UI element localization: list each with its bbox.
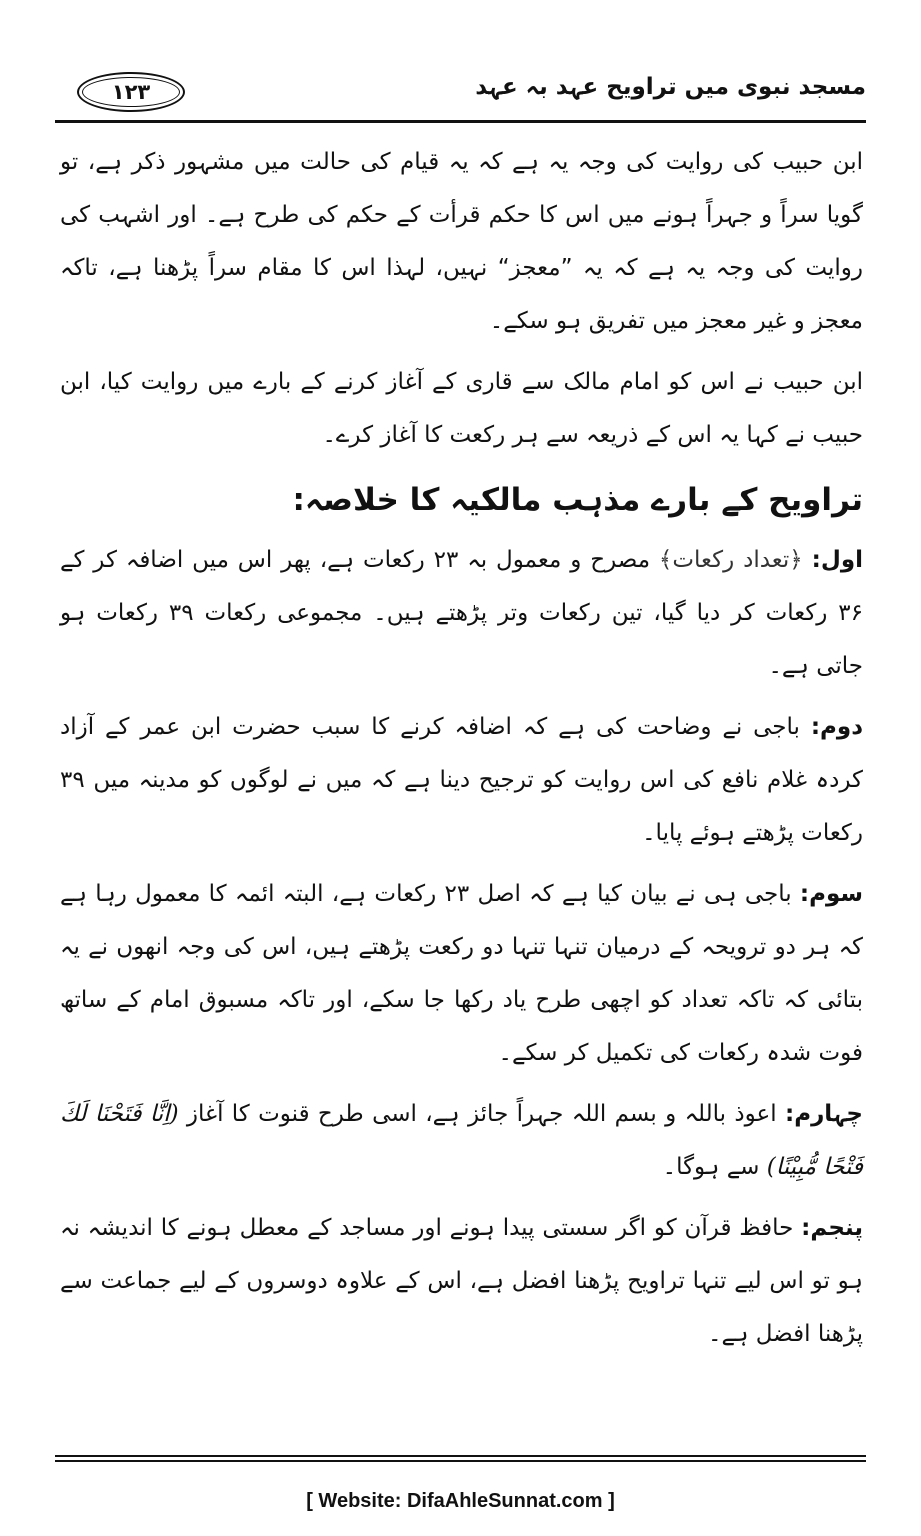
point-third: [60, 868, 863, 1080]
paragraph-ibn-habib-reason: ابن حبیب کی روایت کی وجہ یہ ہے کہ یہ قیام کی حالت میں مشہور ذکر ہے، تو گویا سراً و جہراً ہونے میں اس کا حکم قرأت کے حکم کی طرح ہے۔ اور اشہب کی روایت کی وجہ یہ ہے کہ یہ ”معجز“ نہیں، لہذا اس کا مقام سراً پڑھنا ہے، تاکہ معجز و غیر معجز میں تفریق ہو سکے۔: [60, 149, 863, 334]
quranic-verse: (اِنَّا فَتَحْنَا لَكَ فَتْحًا مُّبِيْنًا): [60, 1101, 863, 1180]
paragraph-ibn-habib-narration: ابن حبیب نے اس کو امام مالک سے قاری کے آغاز کرنے کے بارے میں روایت کیا، ابن حبیب نے کہا یہ اس کے ذریعہ سے ہر رکعت کا آغاز کرے۔: [60, 369, 863, 448]
point-second-text: باجی نے وضاحت کی ہے کہ اضافہ کرنے کا سبب حضرت ابن عمر کے آزاد کردہ غلام نافع کی اس روایت کو ترجیح دینا ہے کہ میں نے لوگوں کو مدینہ میں ۳۹ رکعات پڑھتے ہوئے پایا۔: [60, 714, 863, 846]
page-body: [60, 136, 863, 1369]
section-heading: تراویح کے بارے مذہب مالکیہ کا خلاصہ:: [292, 482, 863, 518]
point-fourth-lead: چہارم:: [785, 1101, 863, 1127]
footer-divider-upper: [55, 1455, 866, 1457]
footer-divider-lower: [55, 1460, 866, 1462]
point-third-text: باجی ہی نے بیان کیا ہے کہ اصل ۲۳ رکعات ہے، البتہ ائمہ کا معمول رہا ہے کہ ہر دو ترویحہ کے درمیان تنہا تنہا دو رکعت پڑھتے ہیں، اس کی وجہ انھوں نے یہ بتائی کہ تاکہ تعداد کو اچھی طرح یاد رکھا جا سکے، اور تاکہ مسبوق امام کے ساتھ فوت شدہ رکعات کی تکمیل کر سکے۔: [60, 881, 863, 1066]
point-first: [60, 534, 863, 693]
page-header: [55, 68, 866, 120]
point-first-text: مصرح و معمول بہ ۲۳ رکعات ہے، پھر اس میں اضافہ کر کے ۳۶ رکعات کر دیا گیا، تین رکعات وتر پڑھتے ہیں۔ مجموعی رکعات ۳۹ رکعات ہو جاتی ہے۔: [60, 547, 863, 679]
page-number-badge: [77, 72, 185, 112]
point-fifth-lead: پنجم:: [801, 1215, 863, 1241]
point-first-bracketed: ﴿تعداد رکعات﴾: [658, 547, 803, 573]
point-fourth-text-after: سے ہوگا۔: [662, 1154, 760, 1180]
point-fourth: [60, 1088, 863, 1194]
point-fourth-text-before: اعوذ باللہ و بسم اللہ جہراً جائز ہے، اسی طرح قنوت کا آغاز: [186, 1101, 777, 1127]
point-third-lead: سوم:: [799, 881, 864, 907]
header-divider: [55, 120, 866, 127]
point-second: [60, 701, 863, 860]
page-number: ۱۲۳: [111, 80, 151, 104]
running-title: مسجد نبوی میں تراویح عہد بہ عہد: [475, 74, 866, 100]
website-footer: [ Website: DifaAhleSunnat.com ]: [306, 1490, 615, 1512]
point-first-lead: اول:: [811, 547, 864, 573]
point-fifth-text: حافظ قرآن کو اگر سستی پیدا ہونے اور مساجد کے معطل ہونے کا اندیشہ نہ ہو تو اس لیے تنہا تراویح پڑھنا افضل ہے، اس کے علاوہ دوسروں کے لیے جماعت سے پڑھنا افضل ہے۔: [60, 1215, 863, 1347]
point-second-lead: دوم:: [810, 714, 863, 740]
point-fifth: [60, 1202, 863, 1361]
